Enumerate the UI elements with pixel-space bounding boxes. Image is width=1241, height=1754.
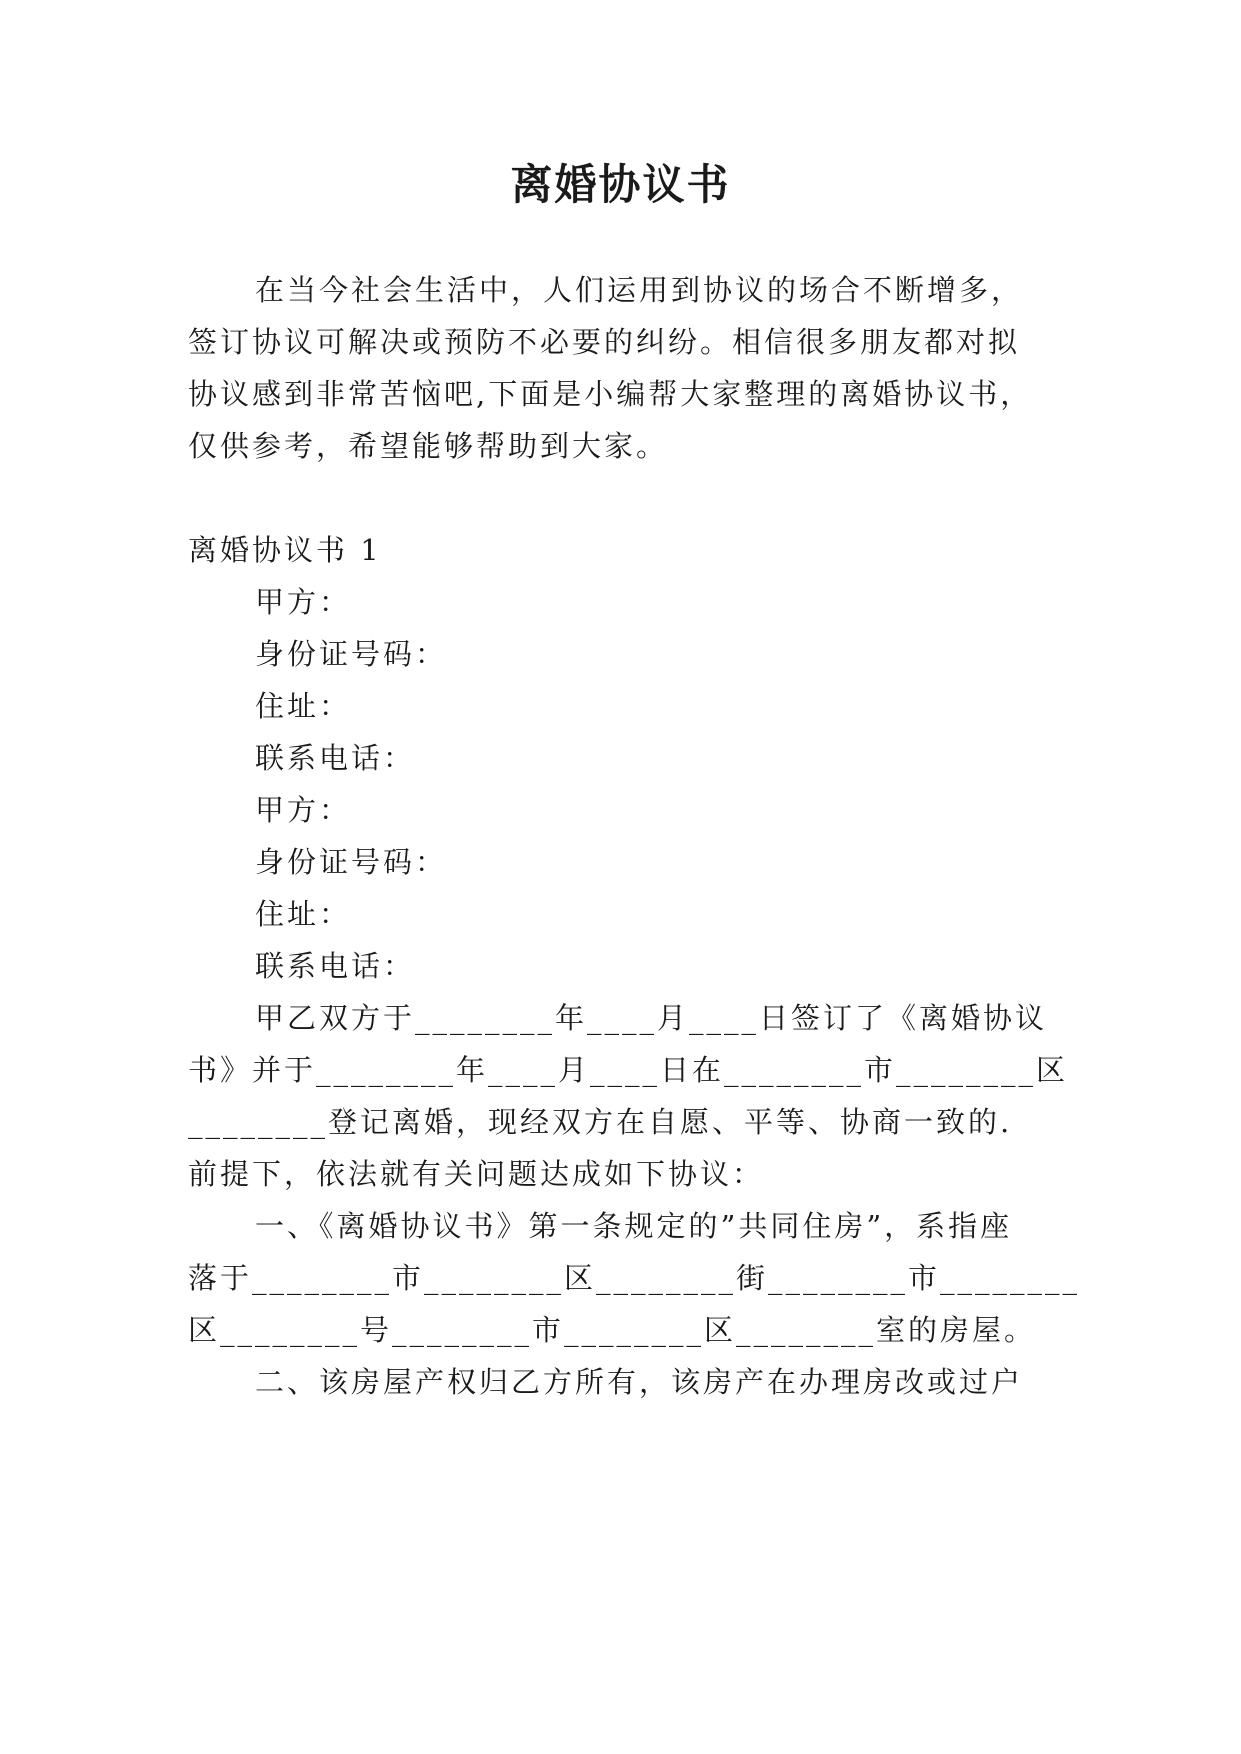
body-line-4: 前提下，依法就有关问题达成如下协议： [188,1157,765,1191]
document-body [188,0,1081,1754]
party-b-address-label: 住址： [255,897,352,931]
party-a-id-label: 身份证号码： [255,637,448,671]
intro-line-2: 签订协议可解决或预防不必要的纠纷。相信很多朋友都对拟 [188,325,1021,359]
section-heading: 离婚协议书 1 [188,533,382,567]
party-a-phone-label: 联系电话： [255,741,416,775]
party-a-label: 甲方： [255,585,352,619]
body-line-2: 书》并于________年____月____日在________市________区 [188,1053,1069,1087]
body-line-8: 二、该房屋产权归乙方所有，该房产在办理房改或过户 [255,1365,1024,1399]
party-b-id-label: 身份证号码： [255,845,448,879]
body-line-6: 落于________市________区________街________市________ [188,1261,1081,1295]
party-b-phone-label: 联系电话： [255,949,416,983]
body-line-1: 甲乙双方于________年____月____日签订了《离婚协议 [255,1001,1048,1035]
body-line-7: 区________号________市________区________室的房屋。 [188,1313,1037,1347]
intro-line-3: 协议感到非常苦恼吧,下面是小编帮大家整理的离婚协议书， [188,377,1033,411]
document-title: 离婚协议书 [510,160,731,209]
party-a-address-label: 住址： [255,689,352,723]
body-line-3: ________登记离婚，现经双方在自愿、平等、协商一致的. [188,1105,1013,1139]
intro-line-1: 在当今社会生活中，人们运用到协议的场合不断增多， [255,273,1024,307]
intro-line-4: 仅供参考，希望能够帮助到大家。 [188,429,669,463]
body-line-5: 一、《离婚协议书》第一条规定的”共同住房”，系指座 [255,1209,1013,1243]
party-b-label: 甲方： [255,793,352,827]
